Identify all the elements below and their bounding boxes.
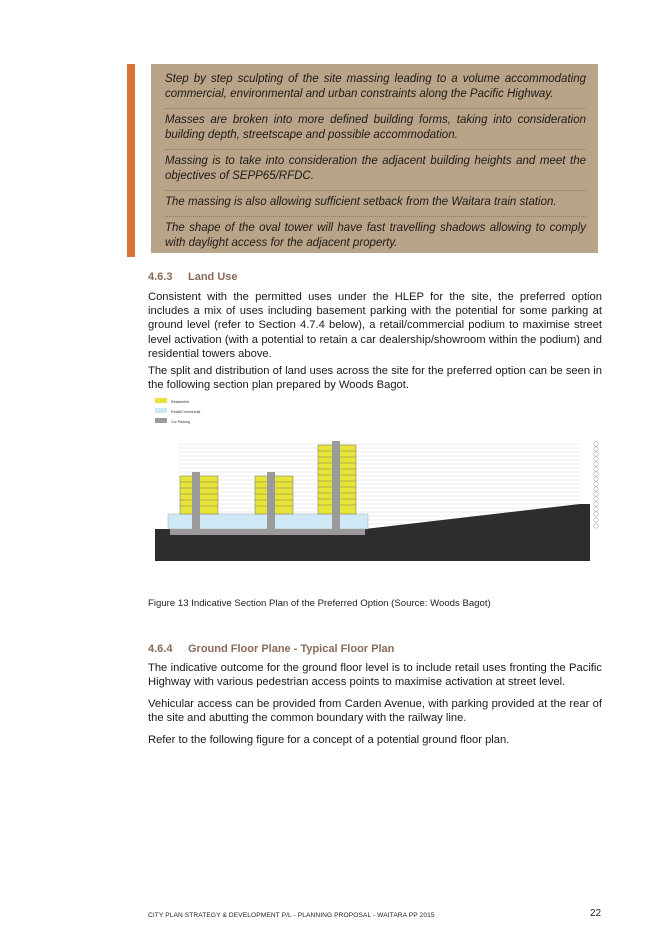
- ground-floor-paragraph-3: Refer to the following figure for a concept of a potential ground floor plan.: [148, 734, 510, 746]
- section-number: 4.6.4: [148, 643, 173, 655]
- legend-label-residential: Residential: [171, 400, 189, 404]
- section-plan-figure: [150, 396, 605, 561]
- land-use-paragraph-1: Consistent with the permitted uses under the HLEP for the site, the preferred option includes a mix of uses including basement parking with the potential for some parking at ground level (refer to Section 4.7.4 below), a retail/commercial podium to maximise street level activation (with a potential to retain a car dealership/showroom within the podium) and residential towers above.: [148, 291, 602, 360]
- legend: [155, 398, 201, 424]
- callout-item: The shape of the oval tower will have fast travelling shadows allowing to comply with daylight access for the adjacent property.: [165, 222, 586, 249]
- section-number: 4.6.3: [148, 271, 173, 283]
- page-number: 22: [590, 908, 602, 919]
- callout-item: Massing is to take into consideration the adjacent building heights and meet the objectives of SEPP65/RFDC.: [165, 150, 586, 191]
- section-plan-drawing: [150, 396, 605, 561]
- ground-floor-paragraph-1: The indicative outcome for the ground floor level is to include retail uses fronting the Pacific Highway with various pedestrian access points to maximise activation at street level.: [148, 662, 602, 689]
- callout-item: The massing is also allowing sufficient setback from the Waitara train station.: [165, 191, 586, 217]
- tower-core-3: [332, 441, 340, 535]
- legend-swatch-retail: [155, 408, 167, 413]
- ground-floor-paragraph-2: Vehicular access can be provided from Carden Avenue, with parking provided at the rear of the site and abutting the common boundary with the railway line.: [148, 698, 602, 725]
- level-markers: [594, 442, 598, 528]
- legend-swatch-car-parking: [155, 418, 167, 423]
- legend-label-retail: Retail/Commercial: [171, 410, 201, 414]
- callout-item: Masses are broken into more defined building forms, taking into consideration building depth, streetscape and possible accommodation.: [165, 109, 586, 150]
- tower-core-1: [192, 472, 200, 535]
- tower-core-2: [267, 472, 275, 535]
- figure-caption: Figure 13 Indicative Section Plan of the Preferred Option (Source: Woods Bagot): [148, 598, 491, 609]
- legend-swatch-residential: [155, 398, 167, 403]
- heading-ground-floor: [148, 643, 394, 655]
- land-use-paragraph-2: The split and distribution of land uses across the site for the preferred option can be seen in the following section plan prepared by Woods Bagot.: [148, 365, 602, 392]
- callout-accent-bar: [127, 64, 135, 257]
- section-title: Ground Floor Plane - Typical Floor Plan: [188, 643, 395, 655]
- heading-land-use: [148, 271, 238, 283]
- callout-item: Step by step sculpting of the site massing leading to a volume accommodating commercial, environmental and urban constraints along the Pacific Highway.: [165, 68, 586, 109]
- legend-label-car-parking: Car Parking: [171, 420, 190, 424]
- section-title: Land Use: [188, 271, 238, 283]
- page-footer: CITY PLAN STRATEGY & DEVELOPMENT P/L - PLANNING PROPOSAL - WAITARA PP 2015: [148, 912, 435, 919]
- massing-callout-box: [151, 64, 598, 253]
